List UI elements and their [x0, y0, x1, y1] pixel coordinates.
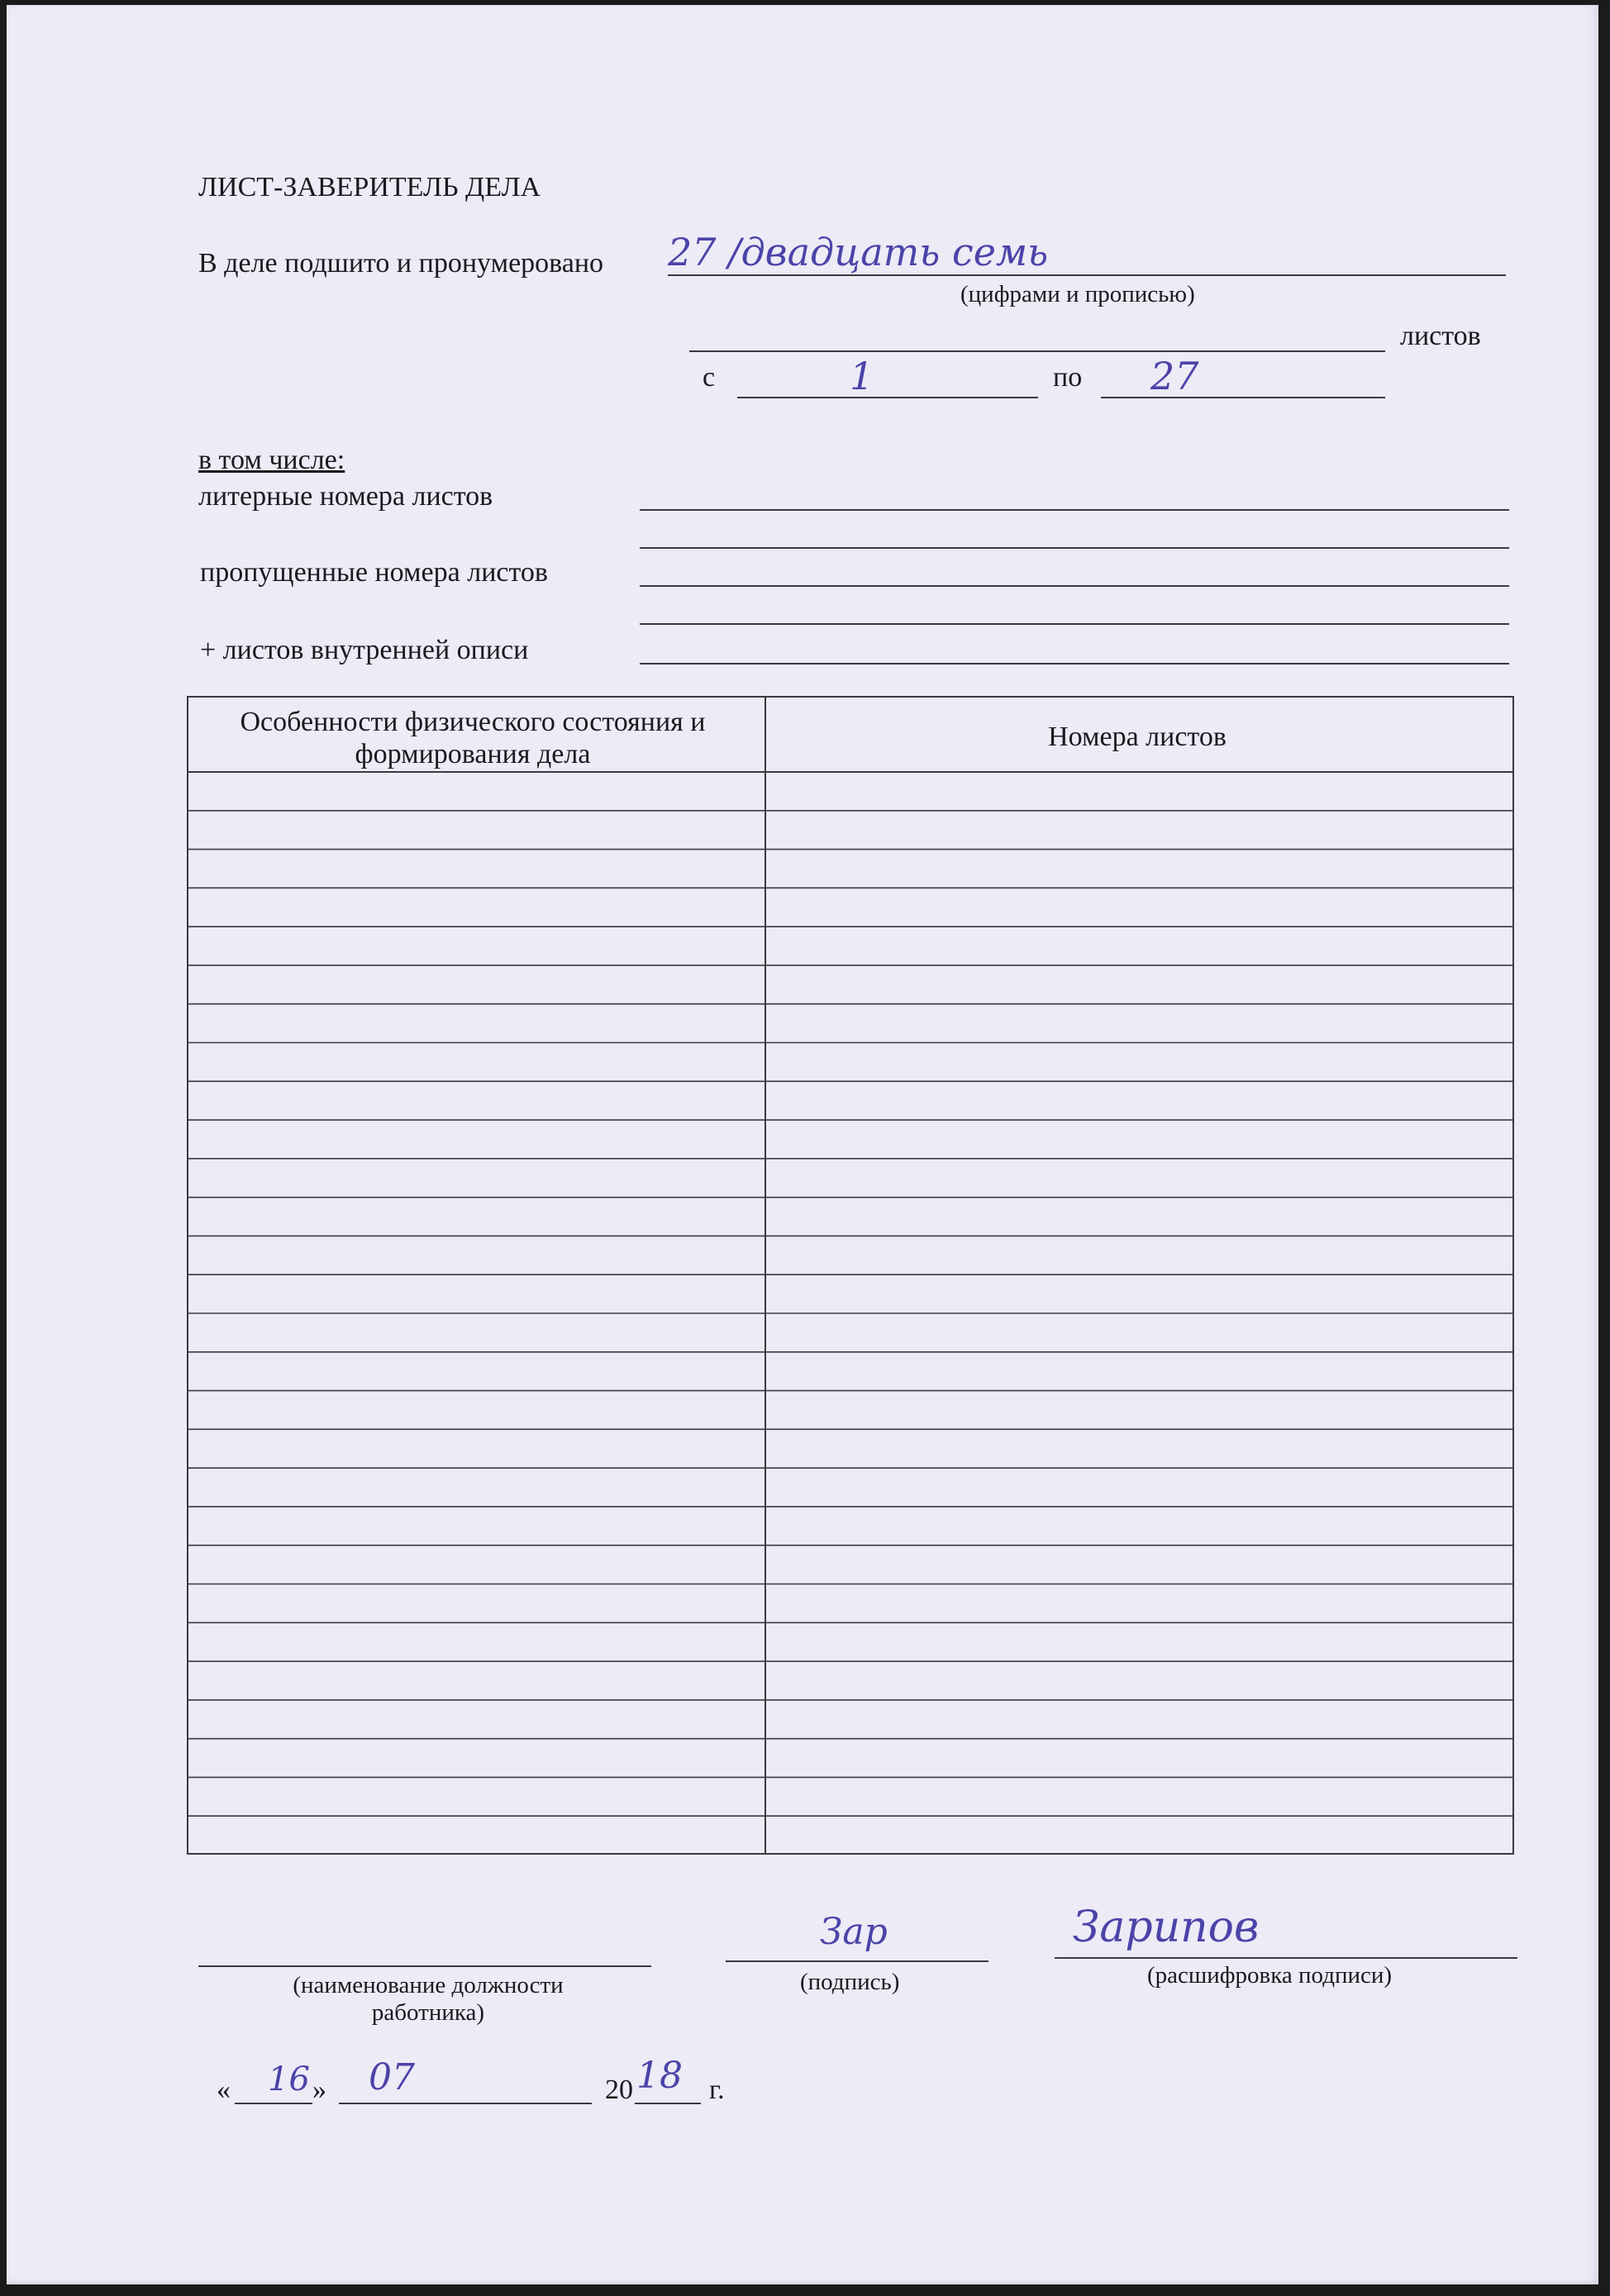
stitched-hint: (цифрами и прописью): [960, 281, 1195, 307]
condition-table: [187, 696, 1514, 1855]
date-day: 16: [268, 2060, 310, 2098]
letter-numbers-line: [640, 509, 1509, 511]
sheets-underline: [689, 350, 1385, 352]
date-year-prefix: 20: [605, 2074, 633, 2105]
to-value: 27: [1150, 354, 1199, 398]
date-year-line: [635, 2103, 701, 2104]
signature-hint: (подпись): [800, 1969, 900, 1995]
date-year-suffix: 18: [636, 2055, 683, 2097]
missing-numbers-line-2: [640, 623, 1509, 625]
stitched-underline: [668, 274, 1506, 276]
from-value: 1: [850, 354, 874, 398]
table-header-sheet-numbers: Номера листов: [1048, 722, 1227, 752]
decode-value: Зарипов: [1073, 1903, 1260, 1952]
date-close-quote: »: [312, 2074, 326, 2105]
to-underline: [1101, 397, 1385, 398]
including-label: в том числе:: [198, 445, 345, 475]
table-header-condition: Особенности физического состояния и формирования дела: [240, 707, 706, 770]
signature-value: Зар: [820, 1911, 888, 1953]
internal-inventory-label: + листов внутренней описи: [200, 635, 529, 665]
from-label: с: [703, 362, 716, 393]
table-grid: [187, 696, 1514, 1855]
date-month-line: [339, 2103, 592, 2104]
date-year-unit: г.: [709, 2074, 725, 2105]
date-day-line: [235, 2103, 312, 2104]
to-label: по: [1053, 362, 1083, 393]
sheets-label: листов: [1400, 321, 1481, 351]
missing-numbers-line: [640, 585, 1509, 587]
decode-line: [1055, 1957, 1517, 1959]
stitched-label: В деле подшито и пронумеровано: [198, 248, 604, 279]
letter-numbers-line-2: [640, 547, 1509, 549]
letter-numbers-label: литерные номера листов: [198, 481, 493, 512]
stitched-value: 27 /двадцать семь: [668, 230, 1049, 274]
missing-numbers-label: пропущенные номера листов: [200, 557, 548, 588]
internal-inventory-line: [640, 663, 1509, 665]
date-month: 07: [369, 2056, 415, 2098]
document-sheet: [7, 5, 1598, 2284]
from-underline: [737, 397, 1038, 398]
decode-hint: (расшифровка подписи): [1147, 1962, 1393, 1989]
signature-line: [726, 1960, 988, 1962]
position-line: [198, 1965, 651, 1967]
form-title: ЛИСТ-ЗАВЕРИТЕЛЬ ДЕЛА: [198, 172, 541, 202]
position-hint: (наименование должности работника): [293, 1972, 564, 2027]
date-open-quote: «: [217, 2074, 231, 2105]
